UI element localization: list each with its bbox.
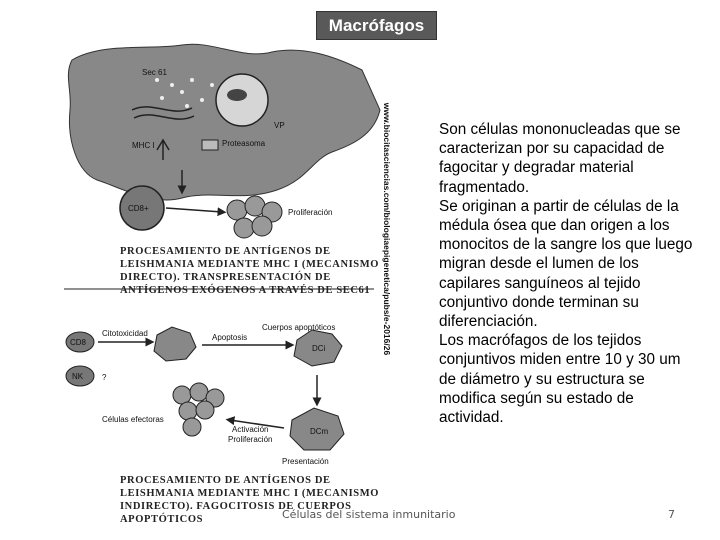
macrophage-cell-shape xyxy=(68,44,380,200)
body-paragraph: Los macrófagos de los tejidos conjuntivos miden entre 10 y 30 um de diámetro y su estructura se modifica según su estado de actividad. xyxy=(439,332,681,427)
label-cytotoxicity: Citotoxicidad xyxy=(102,329,148,338)
body-paragraph: Son células mononucleadas que se caracterizan por su capacidad de fagocitar y degradar material fragmentado. xyxy=(439,121,681,196)
leishmania-parasite xyxy=(227,89,247,101)
slide-title: Macrófagos xyxy=(316,11,437,40)
antigen-processing-figure xyxy=(62,40,402,526)
label-cd8-bottom: CD8 xyxy=(70,338,87,347)
label-question: ? xyxy=(102,373,107,382)
label-apoptosis: Apoptosis xyxy=(212,333,248,342)
label-cd8: CD8+ xyxy=(128,204,149,213)
figure-source-url xyxy=(380,102,394,356)
page-number: 7 xyxy=(668,508,675,521)
label-activation: Activación xyxy=(232,425,269,434)
slide-body-text xyxy=(439,120,701,427)
label-sec61: Sec 61 xyxy=(142,68,167,77)
label-nk: NK xyxy=(72,372,84,381)
label-proteasome: Proteasoma xyxy=(222,139,266,148)
label-presentation: Presentación xyxy=(282,457,329,466)
apoptotic-cell xyxy=(154,327,196,361)
label-proliferation-bottom: Proliferación xyxy=(228,435,273,444)
proliferation-cluster xyxy=(227,196,282,238)
figure-caption-bottom: PROCESAMIENTO DE ANTÍGENOS DE LEISHMANIA MEDIANTE MHC I (MECANISMO INDIRECTO). FAGOCITOSIS DE CUERPOS APOPTÓTICOS xyxy=(120,475,380,526)
label-effector-cells: Células efectoras xyxy=(102,415,164,424)
proteasome-shape xyxy=(202,140,218,150)
body-paragraph: Se originan a partir de células de la médula ósea que dan origen a los monocitos de la sangre los que luego migran desde el lumen de los capilares sanguíneos al tejido conjuntivo donde terminan su diferenciación. xyxy=(439,197,693,331)
footer-text: Células del sistema inmunitario xyxy=(282,508,456,521)
arrow-to-proliferation xyxy=(166,208,222,212)
label-vp: VP xyxy=(274,121,285,130)
label-dcm: DCm xyxy=(310,427,329,436)
figure-caption-top: PROCESAMIENTO DE ANTÍGENOS DE LEISHMANIA MEDIANTE MHC I (MECANISMO DIRECTO). TRANSPRESENTACIÓN DE ANTÍGENOS EXÓGENOS A TRAVÉS DE SEC61 xyxy=(120,246,380,297)
figure-source-url-text: www.biocitasciencias.com/biologiaepigenetica/pubs/e-2016/26 xyxy=(382,102,393,356)
label-dc: DCi xyxy=(312,344,326,353)
label-apoptotic-bodies: Cuerpos apoptóticos xyxy=(262,323,336,332)
effector-cells-cluster xyxy=(173,383,224,436)
label-proliferation: Proliferación xyxy=(288,208,333,217)
label-mhc: MHC I xyxy=(132,141,155,150)
